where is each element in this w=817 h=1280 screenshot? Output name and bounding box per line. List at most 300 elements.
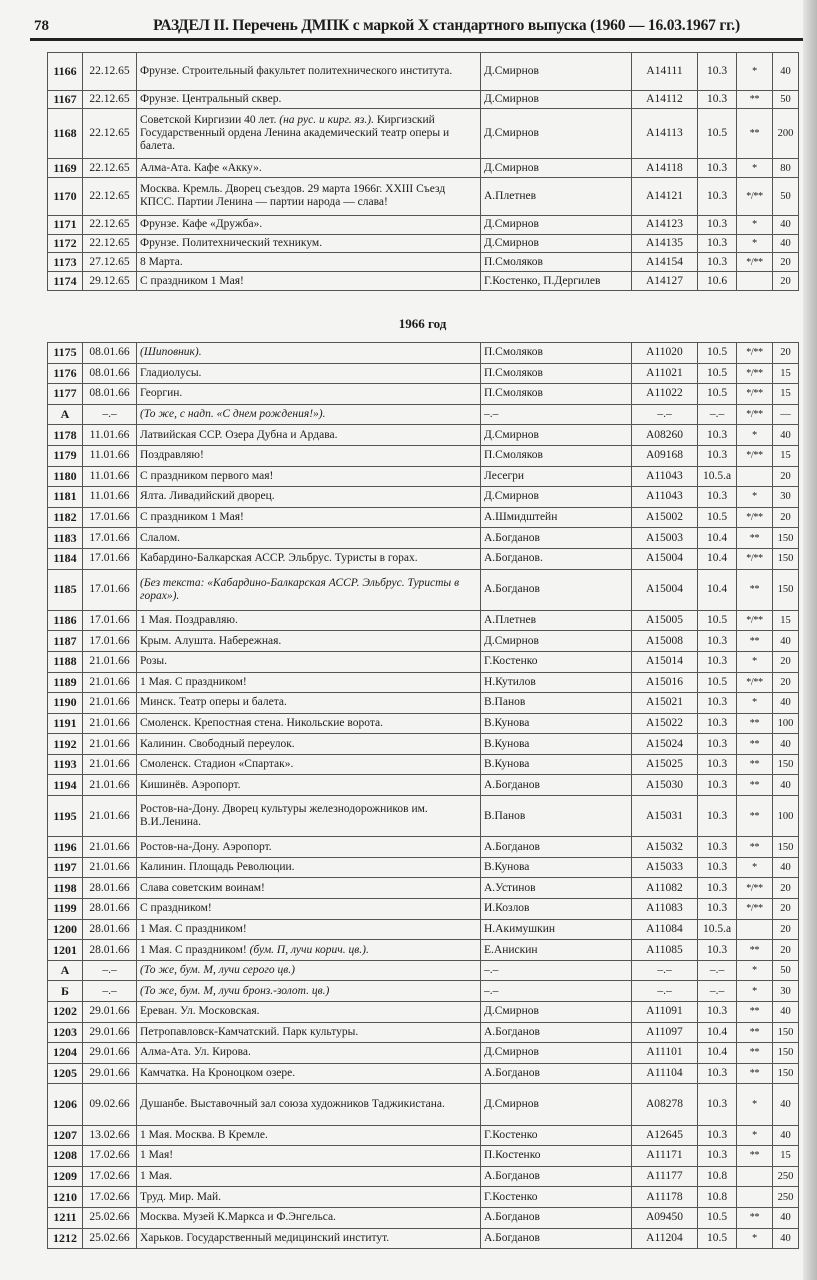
cell-rarity-stars: ** [737,713,773,734]
cell-title [137,672,481,693]
title-text: Слава советским воинам! [140,881,265,894]
cell-artist: В.Кунова [481,857,632,878]
cell-code: А15005 [632,610,698,631]
cell-format: 10.8 [698,1166,737,1187]
cell-format: 10.8 [698,1187,737,1208]
cell-code: А15021 [632,693,698,714]
table-row [48,713,799,734]
table-row [48,919,799,940]
cell-title [137,1166,481,1187]
cell-format: 10.4 [698,1022,737,1043]
cell-code: А15004 [632,569,698,610]
title-text-continued: Киргизский Государственный ордена Ленина академический театр оперы и балета. [140,114,450,153]
cell-format: –.– [698,960,737,981]
cell-format: 10.3 [698,234,737,253]
table-row [48,1063,799,1084]
cell-code: А11022 [632,384,698,405]
title-text: Алма-Ата. Кафе «Акку». [140,161,262,174]
cell-number: 1179 [48,445,83,466]
cell-rarity-stars: */** [737,445,773,466]
cell-number: 1206 [48,1084,83,1125]
cell-date: 21.01.66 [83,754,137,775]
cell-number: 1166 [48,53,83,91]
cell-format: 10.3 [698,487,737,508]
cell-rarity-stars: ** [737,796,773,837]
cell-price: 20 [773,672,799,693]
table-row [48,234,799,253]
cell-price: 50 [773,90,799,109]
cell-format: 10.5 [698,507,737,528]
table-row [48,272,799,291]
cell-price: 40 [773,53,799,91]
cell-artist: Д.Смирнов [481,215,632,234]
title-text: Фрунзе. Политехнический техникум. [140,236,323,249]
cell-number: 1186 [48,610,83,631]
cell-number: Б [48,981,83,1002]
cell-artist: В.Панов [481,693,632,714]
cell-rarity-stars: * [737,981,773,1002]
cell-artist: П.Смоляков [481,363,632,384]
cell-number: 1197 [48,857,83,878]
cell-date: 17.02.66 [83,1166,137,1187]
cell-code: А14118 [632,159,698,178]
cell-format: 10.5 [698,1207,737,1228]
cell-format: 10.5 [698,672,737,693]
cell-artist: Д.Смирнов [481,1002,632,1023]
cell-number: 1182 [48,507,83,528]
cell-format: 10.3 [698,775,737,796]
cell-code: А15008 [632,631,698,652]
cell-artist: А.Богданов [481,569,632,610]
cell-date: 25.02.66 [83,1228,137,1249]
cell-date: 11.01.66 [83,445,137,466]
table-row [48,53,799,91]
cell-artist: А.Богданов [481,528,632,549]
cell-artist: Е.Анискин [481,940,632,961]
cell-artist: В.Кунова [481,713,632,734]
cell-number: 1185 [48,569,83,610]
cell-price: 150 [773,754,799,775]
cell-date: 28.01.66 [83,940,137,961]
cell-format: 10.3 [698,445,737,466]
table-row [48,109,799,159]
cell-price: 20 [773,466,799,487]
table-row [48,1125,799,1146]
cell-rarity-stars: ** [737,631,773,652]
table-row [48,569,799,610]
cell-format: 10.3 [698,1063,737,1084]
cell-code: А11020 [632,343,698,364]
title-note: (бум. П, лучи корич. цв.). [249,943,369,956]
cell-number: 1174 [48,272,83,291]
cell-format: 10.3 [698,53,737,91]
cell-rarity-stars: * [737,1125,773,1146]
cell-price: 250 [773,1187,799,1208]
cell-date: 11.01.66 [83,487,137,508]
title-text: 1 Мая. Москва. В Кремле. [140,1128,268,1141]
table-row [48,528,799,549]
cell-number: 1204 [48,1043,83,1064]
cell-price: 150 [773,569,799,610]
cell-number: 1205 [48,1063,83,1084]
cell-format: 10.5 [698,109,737,159]
cell-rarity-stars: */** [737,178,773,216]
cell-price: 40 [773,734,799,755]
cell-title [137,178,481,216]
cell-title [137,1084,481,1125]
cell-title [137,404,481,425]
cell-rarity-stars: ** [737,569,773,610]
cell-date: 17.01.66 [83,548,137,569]
cell-code: А14127 [632,272,698,291]
cell-artist: А.Устинов [481,878,632,899]
title-text: 8 Марта. [140,255,183,268]
title-text: Труд. Мир. Май. [140,1190,222,1203]
cell-title [137,1146,481,1167]
cell-code: А11097 [632,1022,698,1043]
cell-date: 29.01.66 [83,1043,137,1064]
cell-number: 1169 [48,159,83,178]
cell-rarity-stars: * [737,425,773,446]
cell-title [137,651,481,672]
cell-price: 40 [773,1228,799,1249]
cell-artist: А.Богданов [481,1063,632,1084]
title-text: Фрунзе. Центральный сквер. [140,92,282,105]
cell-rarity-stars: */** [737,899,773,920]
cell-price: 150 [773,1022,799,1043]
title-text: Москва. Кремль. Дворец съездов. 29 марта 1966г. XXIII Съезд КПСС. Партии Ленина — партии народа — слава! [140,183,446,209]
cell-date: –.– [83,404,137,425]
cell-artist: Д.Смирнов [481,425,632,446]
cell-title [137,899,481,920]
cell-price: 20 [773,940,799,961]
cell-artist: –.– [481,404,632,425]
cell-title [137,754,481,775]
cell-code: А12645 [632,1125,698,1146]
table-row [48,253,799,272]
table-row [48,754,799,775]
cell-number: 1200 [48,919,83,940]
cell-number: 1178 [48,425,83,446]
cell-number: 1167 [48,90,83,109]
cell-number: 1192 [48,734,83,755]
cell-title [137,569,481,610]
cell-code: А14154 [632,253,698,272]
cell-artist: А.Богданов [481,1166,632,1187]
title-text: 1 Мая. С праздником! [140,675,247,688]
cell-price: 150 [773,837,799,858]
table-row [48,1187,799,1208]
cell-title [137,837,481,858]
cell-artist: Д.Смирнов [481,109,632,159]
cell-price: 40 [773,1125,799,1146]
cell-number: 1201 [48,940,83,961]
table-row [48,90,799,109]
cell-format: 10.3 [698,734,737,755]
cell-rarity-stars: */** [737,363,773,384]
table-row [48,1166,799,1187]
title-text: Камчатка. На Кроноцком озере. [140,1067,296,1080]
cell-title [137,857,481,878]
cell-number: 1175 [48,343,83,364]
cell-format: 10.3 [698,1146,737,1167]
catalog-table-1965 [47,52,799,291]
title-text: Калинин. Свободный переулок. [140,737,295,750]
cell-date: 29.01.66 [83,1063,137,1084]
cell-price: 20 [773,253,799,272]
cell-date: 22.12.65 [83,90,137,109]
cell-rarity-stars: * [737,1228,773,1249]
table-row [48,343,799,364]
table-row [48,1084,799,1125]
table-row [48,215,799,234]
cell-code: А14135 [632,234,698,253]
cell-date: 08.01.66 [83,363,137,384]
cell-title [137,53,481,91]
cell-code: А15003 [632,528,698,549]
cell-number: 1198 [48,878,83,899]
cell-format: 10.6 [698,272,737,291]
cell-rarity-stars: ** [737,528,773,549]
cell-title [137,343,481,364]
cell-title [137,1228,481,1249]
title-text: С праздником! [140,902,212,915]
cell-number: 1176 [48,363,83,384]
cell-title [137,234,481,253]
cell-title [137,445,481,466]
cell-format: 10.3 [698,796,737,837]
cell-rarity-stars [737,919,773,940]
cell-title [137,1022,481,1043]
cell-format: 10.5 [698,1228,737,1249]
cell-title [137,878,481,899]
page-header [30,16,803,41]
cell-number: 1172 [48,234,83,253]
cell-format: 10.5 [698,343,737,364]
cell-title [137,693,481,714]
cell-rarity-stars [737,1187,773,1208]
title-text: С праздником первого мая! [140,469,274,482]
cell-code: А11043 [632,466,698,487]
cell-number: 1208 [48,1146,83,1167]
cell-price: 15 [773,445,799,466]
cell-format: 10.5.а [698,466,737,487]
cell-rarity-stars: ** [737,837,773,858]
cell-number: 1211 [48,1207,83,1228]
table-row [48,940,799,961]
title-text: Калинин. Площадь Революции. [140,861,295,874]
cell-number: 1203 [48,1022,83,1043]
cell-number: 1212 [48,1228,83,1249]
table-row [48,960,799,981]
cell-title [137,487,481,508]
cell-code: А15022 [632,713,698,734]
cell-artist: П.Смоляков [481,253,632,272]
cell-title [137,1125,481,1146]
cell-code: А09168 [632,445,698,466]
cell-artist: П.Смоляков [481,445,632,466]
cell-date: 28.01.66 [83,899,137,920]
cell-format: 10.5 [698,363,737,384]
cell-code: А09450 [632,1207,698,1228]
cell-code: –.– [632,960,698,981]
cell-code: А11177 [632,1166,698,1187]
cell-title [137,713,481,734]
cell-artist: А.Богданов [481,1207,632,1228]
cell-code: А14113 [632,109,698,159]
cell-price: 40 [773,1207,799,1228]
cell-price: 20 [773,343,799,364]
table-row [48,159,799,178]
title-text: Советской Киргизии 40 лет. [140,114,277,127]
cell-code: А15016 [632,672,698,693]
cell-price: 20 [773,651,799,672]
cell-price: 40 [773,857,799,878]
cell-date: 28.01.66 [83,919,137,940]
cell-code: А08260 [632,425,698,446]
table-row [48,1146,799,1167]
cell-rarity-stars: */** [737,672,773,693]
cell-price: 15 [773,610,799,631]
cell-date: 08.01.66 [83,343,137,364]
cell-date: 13.02.66 [83,1125,137,1146]
cell-date: 22.12.65 [83,178,137,216]
cell-format: 10.4 [698,1043,737,1064]
cell-number: 1202 [48,1002,83,1023]
page-number: 78 [34,18,49,34]
cell-number: 1180 [48,466,83,487]
cell-date: 22.12.65 [83,234,137,253]
cell-code: А15024 [632,734,698,755]
cell-rarity-stars [737,1166,773,1187]
cell-title [137,528,481,549]
cell-code: А11085 [632,940,698,961]
table-row [48,548,799,569]
cell-artist: Г.Костенко [481,651,632,672]
cell-format: 10.5 [698,384,737,405]
cell-price: 20 [773,272,799,291]
cell-code: А15014 [632,651,698,672]
cell-price: 100 [773,713,799,734]
cell-date: 22.12.65 [83,215,137,234]
cell-artist: Д.Смирнов [481,1043,632,1064]
cell-price: 20 [773,507,799,528]
cell-price: 50 [773,178,799,216]
cell-format: 10.3 [698,713,737,734]
table-row [48,384,799,405]
cell-code: А11178 [632,1187,698,1208]
cell-price: 50 [773,960,799,981]
cell-code: А15033 [632,857,698,878]
cell-format: 10.3 [698,631,737,652]
cell-artist: В.Панов [481,796,632,837]
cell-price: 40 [773,631,799,652]
cell-rarity-stars: ** [737,1043,773,1064]
cell-date: 17.01.66 [83,610,137,631]
cell-date: 17.01.66 [83,569,137,610]
cell-rarity-stars: ** [737,90,773,109]
cell-code: А14121 [632,178,698,216]
cell-number: 1189 [48,672,83,693]
cell-artist: Д.Смирнов [481,90,632,109]
cell-number: 1177 [48,384,83,405]
cell-title [137,919,481,940]
title-text: 1 Мая. Поздравляю. [140,614,238,627]
title-note: (Шиповник). [140,346,202,359]
cell-rarity-stars: ** [737,734,773,755]
title-text: Латвийская ССР. Озера Дубна и Ардава. [140,428,338,441]
cell-title [137,90,481,109]
cell-format: 10.3 [698,159,737,178]
cell-number: 1184 [48,548,83,569]
cell-artist: П.Смоляков [481,343,632,364]
table-row [48,878,799,899]
cell-date: 25.02.66 [83,1207,137,1228]
cell-artist: Лесегри [481,466,632,487]
cell-format: 10.3 [698,899,737,920]
cell-code: А15030 [632,775,698,796]
cell-title [137,215,481,234]
cell-rarity-stars: * [737,651,773,672]
cell-date: 29.12.65 [83,272,137,291]
cell-title [137,796,481,837]
cell-code: А14112 [632,90,698,109]
cell-date: 22.12.65 [83,53,137,91]
cell-artist: –.– [481,960,632,981]
cell-number: 1199 [48,899,83,920]
cell-date: 17.01.66 [83,528,137,549]
cell-price: 20 [773,899,799,920]
cell-rarity-stars: * [737,487,773,508]
cell-price: 40 [773,234,799,253]
section-title: РАЗДЕЛ II. Перечень ДМПК с маркой X стандартного выпуска (1960 — 16.03.1967 гг.) [153,17,740,34]
cell-number: 1168 [48,109,83,159]
cell-code: А11043 [632,487,698,508]
title-text: Ростов-на-Дону. Аэропорт. [140,840,272,853]
cell-format: 10.3 [698,693,737,714]
cell-format: 10.3 [698,1084,737,1125]
cell-format: –.– [698,981,737,1002]
cell-date: 17.01.66 [83,507,137,528]
cell-title [137,109,481,159]
cell-price: 40 [773,693,799,714]
table-row [48,651,799,672]
title-text: Слалом. [140,531,181,544]
cell-number: 1188 [48,651,83,672]
cell-format: 10.5 [698,610,737,631]
cell-date: 27.12.65 [83,253,137,272]
catalog-table-1966 [47,342,799,1249]
cell-code: А14123 [632,215,698,234]
cell-price: 30 [773,981,799,1002]
cell-rarity-stars: * [737,234,773,253]
cell-artist: И.Козлов [481,899,632,920]
cell-rarity-stars [737,272,773,291]
cell-rarity-stars: * [737,53,773,91]
cell-code: А15004 [632,548,698,569]
cell-title [137,631,481,652]
cell-artist: Н.Акимушкин [481,919,632,940]
table-row [48,837,799,858]
title-text: Георгин. [140,387,183,400]
cell-format: 10.3 [698,651,737,672]
cell-title [137,940,481,961]
cell-artist: А.Богданов [481,837,632,858]
cell-artist: Д.Смирнов [481,631,632,652]
cell-code: А11021 [632,363,698,384]
cell-rarity-stars: */** [737,507,773,528]
cell-code: А15002 [632,507,698,528]
